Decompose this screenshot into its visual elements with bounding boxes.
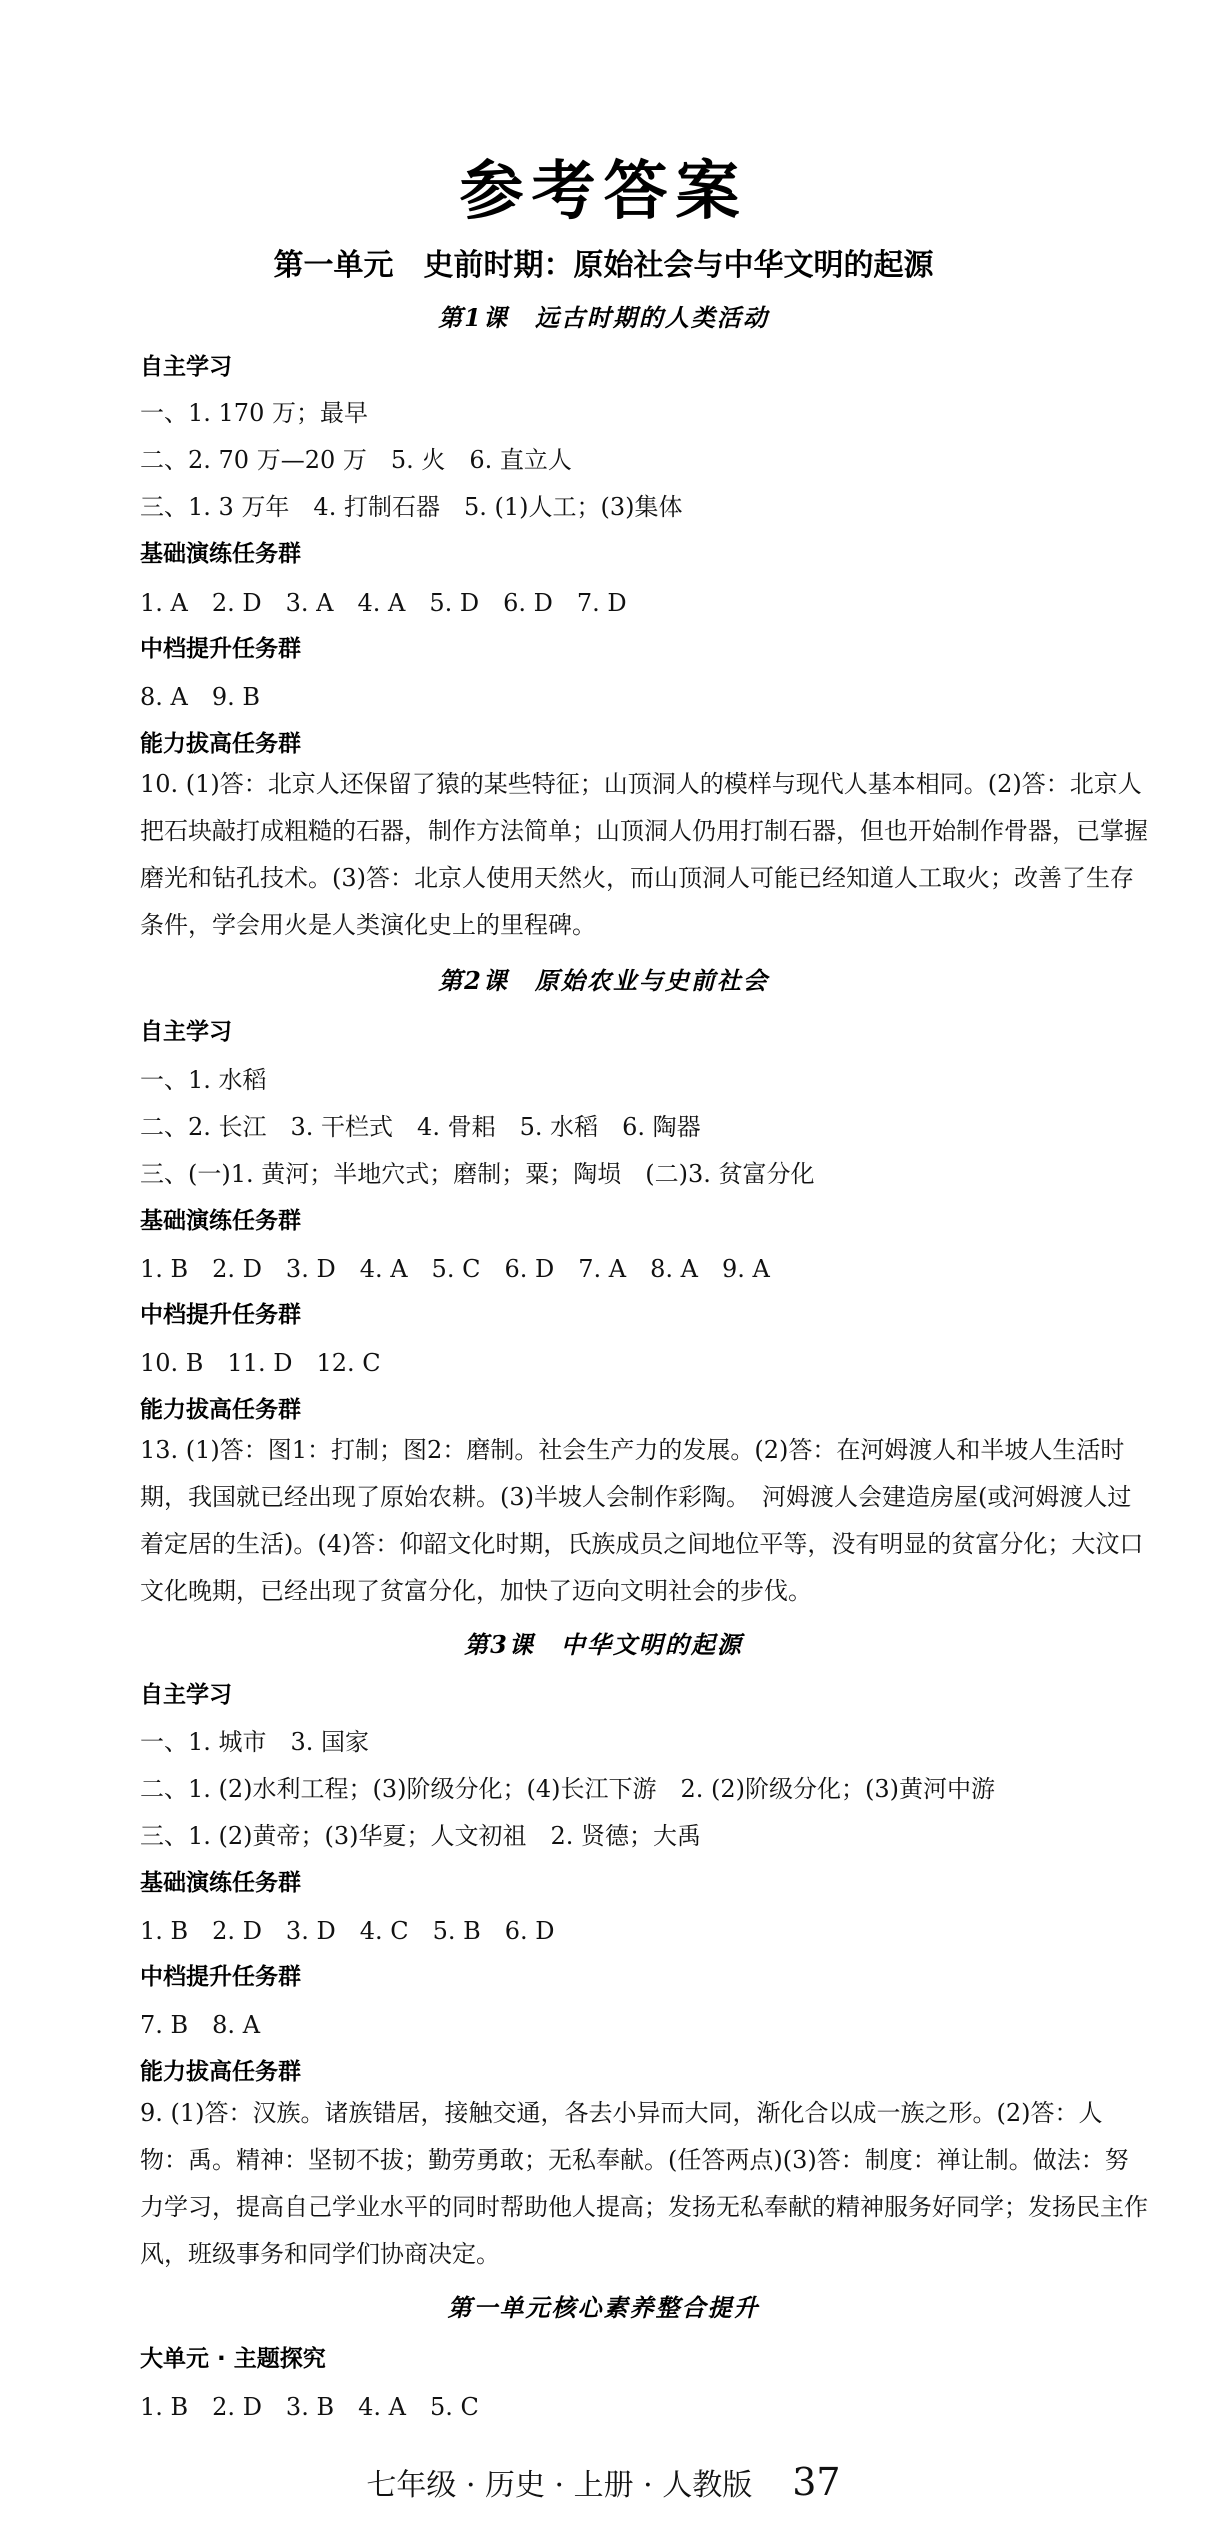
- lesson-2-section-advanced: 能力拔高任务群: [140, 1397, 301, 1423]
- lesson-2-line-3: 三、(一)1. 黄河；半地穴式；磨制；粟；陶埙 (二)3. 贫富分化: [140, 1160, 815, 1188]
- lesson-3-basic-answers: 1. B 2. D 3. D 4. C 5. B 6. D: [140, 1917, 555, 1945]
- lesson-1-line-1: 一、1. 170 万；最早: [140, 399, 368, 427]
- lesson-2-line-2: 二、2. 长江 3. 干栏式 4. 骨耜 5. 水稻 6. 陶器: [140, 1113, 701, 1141]
- lesson-3-section-intermediate: 中档提升任务群: [140, 1964, 301, 1990]
- lesson-3-section-basic: 基础演练任务群: [140, 1870, 301, 1896]
- lesson-2-section-self-study: 自主学习: [140, 1019, 232, 1045]
- lesson-1-section-basic: 基础演练任务群: [140, 541, 301, 567]
- lesson-1-section-advanced: 能力拔高任务群: [140, 731, 301, 757]
- lesson-1-intermediate-answers: 8. A 9. B: [140, 683, 261, 711]
- lesson-3-line-2: 二、1. (2)水利工程；(3)阶级分化；(4)长江下游 2. (2)阶级分化；(3)黄河中游: [140, 1775, 996, 1803]
- lesson-2-advanced-answer: 13. (1)答：图1：打制；图2：磨制。社会生产力的发展。(2)答：在河姆渡人和半坡人生活时期，我国就已经出现了原始农耕。(3)半坡人会制作彩陶。 河姆渡人会建造房屋(或河姆渡人过着定居的生活)。(4)答：仰韶文化时期，氏族成员之间地位平等，没有明显的贫富分化；大汶口文化晚期，已经出现了贫富分化，加快了迈向文明社会的步伐。: [140, 1436, 1144, 1605]
- lesson-1-title: 第1课 远古时期的人类活动: [438, 303, 769, 332]
- lesson-2-section-intermediate: 中档提升任务群: [140, 1302, 301, 1328]
- lesson-3-title: 第3课 中华文明的起源: [464, 1630, 743, 1659]
- page-number: 37: [792, 2460, 841, 2504]
- lesson-1-basic-answers: 1. A 2. D 3. A 4. A 5. D 6. D 7. D: [140, 589, 627, 617]
- page-title: 参考答案: [459, 155, 748, 229]
- lesson-1-line-2: 二、2. 70 万—20 万 5. 火 6. 直立人: [140, 446, 572, 474]
- unit-review-answers: 1. B 2. D 3. B 4. A 5. C: [140, 2393, 479, 2421]
- lesson-3-section-advanced: 能力拔高任务群: [140, 2059, 301, 2085]
- lesson-3-section-self-study: 自主学习: [140, 1682, 232, 1708]
- lesson-2-title: 第2课 原始农业与史前社会: [438, 966, 769, 995]
- page-footer: [0, 2460, 1207, 2504]
- lesson-1-section-self-study: 自主学习: [140, 354, 232, 380]
- lesson-2-basic-answers: 1. B 2. D 3. D 4. A 5. C 6. D 7. A 8. A 9. A: [140, 1255, 770, 1283]
- lesson-3-intermediate-answers: 7. B 8. A: [140, 2011, 261, 2039]
- lesson-3-advanced-answer: 9. (1)答：汉族。诸族错居，接触交通，各去小异而大同，渐化合以成一族之形。(2)答：人物：禹。精神：坚韧不拔；勤劳勇敢；无私奉献。(任答两点)(3)答：制度：禅让制。做法：努力学习，提高自己学业水平的同时帮助他人提高；发扬无私奉献的精神服务好同学；发扬民主作风，班级事务和同学们协商决定。: [140, 2099, 1148, 2268]
- lesson-2-intermediate-answers: 10. B 11. D 12. C: [140, 1349, 381, 1377]
- unit-review-section-theme: 大单元 · 主题探究: [140, 2346, 326, 2372]
- lesson-1-line-3: 三、1. 3 万年 4. 打制石器 5. (1)人工；(3)集体: [140, 493, 683, 521]
- lesson-1-advanced-answer: 10. (1)答：北京人还保留了猿的某些特征；山顶洞人的模样与现代人基本相同。(2)答：北京人把石块敲打成粗糙的石器，制作方法简单；山顶洞人仍用打制石器，但也开始制作骨器，已掌握磨光和钻孔技术。(3)答：北京人使用天然火，而山顶洞人可能已经知道人工取火；改善了生存条件，学会用火是人类演化史上的里程碑。: [140, 770, 1148, 939]
- unit-review-title: 第一单元核心素养整合提升: [447, 2293, 760, 2322]
- lesson-2-section-basic: 基础演练任务群: [140, 1208, 301, 1234]
- footer-book-info: 七年级 · 历史 · 上册 · 人教版: [366, 2468, 753, 2503]
- lesson-3-line-1: 一、1. 城市 3. 国家: [140, 1728, 370, 1756]
- unit-title: 第一单元 史前时期：原始社会与中华文明的起源: [273, 248, 934, 283]
- lesson-3-line-3: 三、1. (2)黄帝；(3)华夏；人文初祖 2. 贤德；大禹: [140, 1822, 702, 1850]
- lesson-1-section-intermediate: 中档提升任务群: [140, 636, 301, 662]
- lesson-2-line-1: 一、1. 水稻: [140, 1066, 267, 1094]
